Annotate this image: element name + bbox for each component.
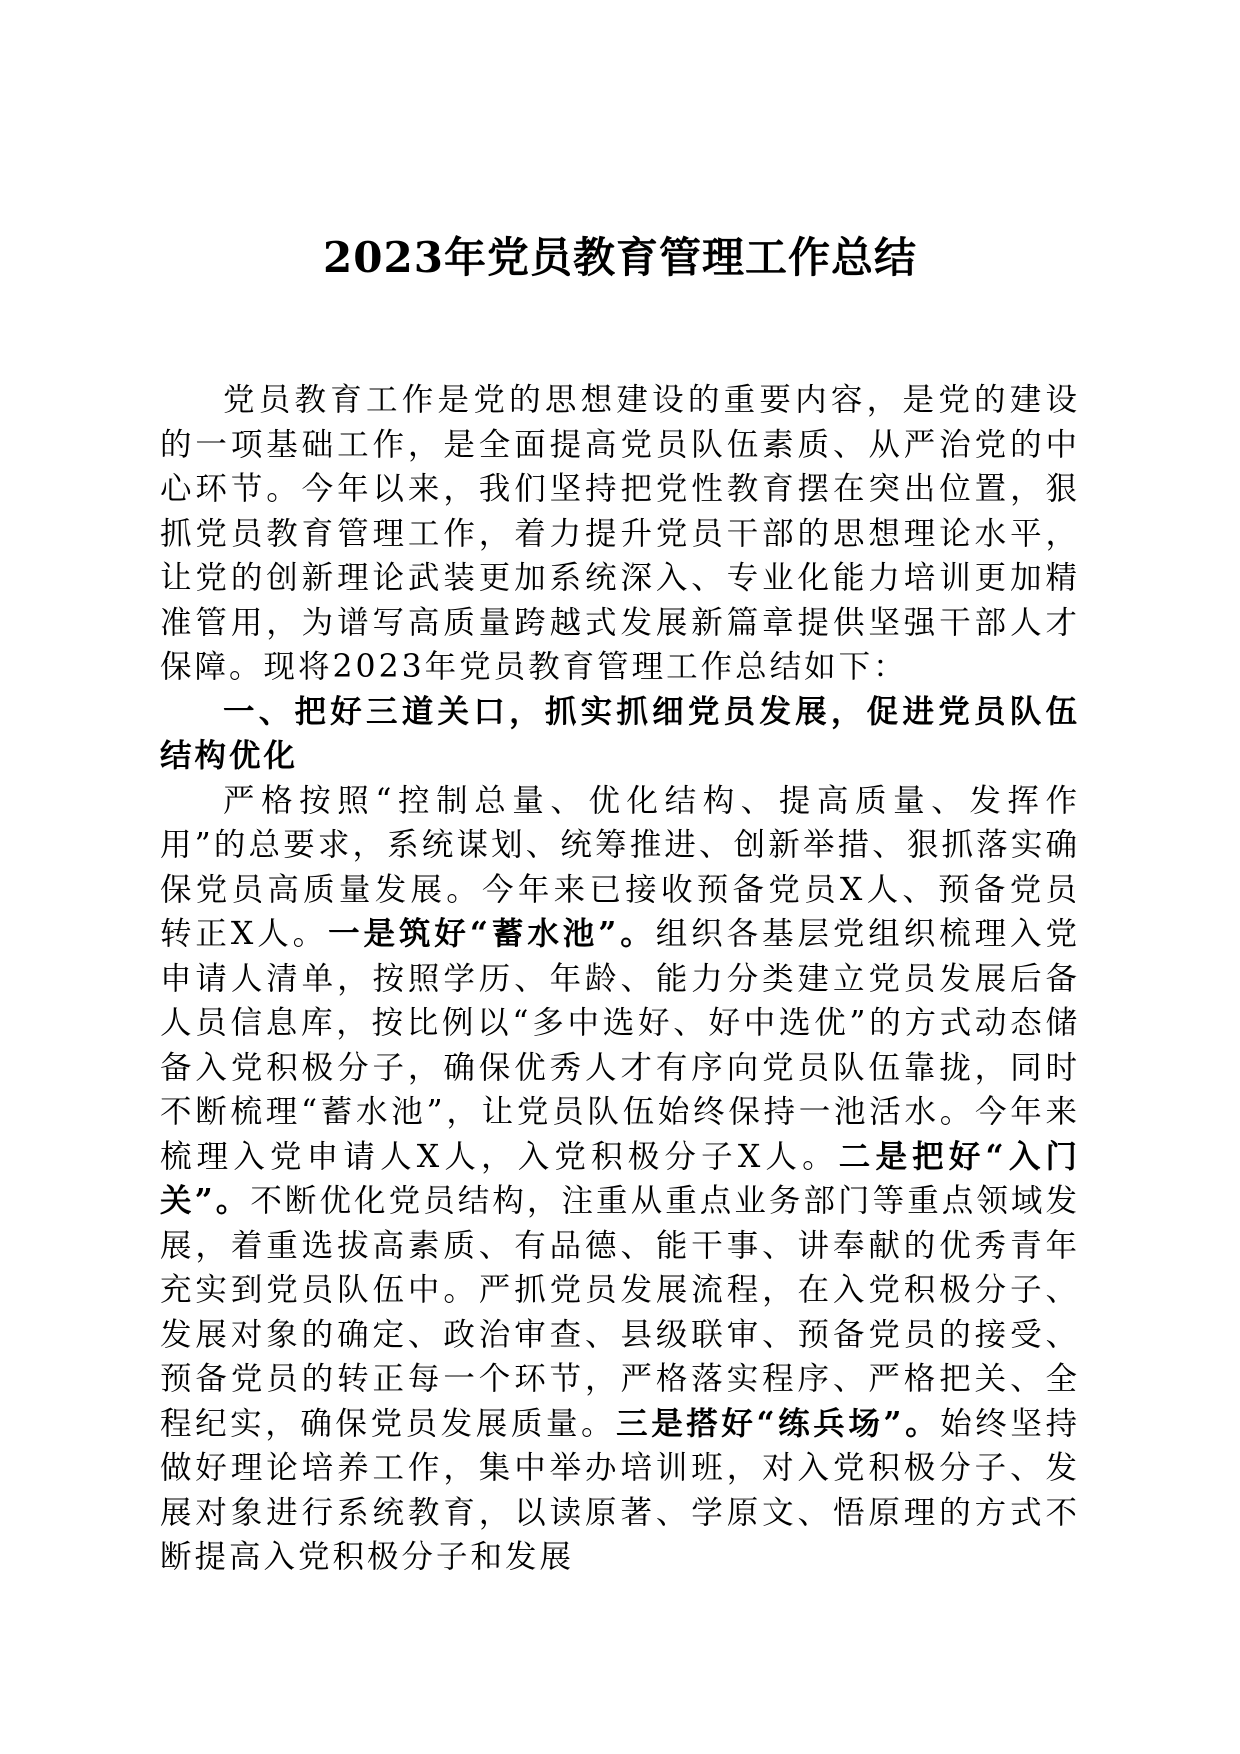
point-1-text: 组织各基层党组织梳理入党申请人清单，按照学历、年龄、能力分类建立党员发展后备人员信息库，按比例以“多中选好、好中选优”的方式动态储备入党积极分子，确保优秀人才有序向党员队伍靠拢，同时不断梳理“蓄水池”，让党员队伍始终保持一池活水。今年来梳理入党申请人X人，入党积极分子X人。 [160,916,1080,1175]
intro-paragraph: 党员教育工作是党的思想建设的重要内容，是党的建设的一项基础工作，是全面提高党员队伍素质、从严治党的中心环节。今年以来，我们坚持把党性教育摆在突出位置，狠抓党员教育管理工作，着力提升党员干部的思想理论水平，让党的创新理论武装更加系统深入、专业化能力培训更加精准管用，为谱写高质量跨越式发展新篇章提供坚强干部人才保障。现将2023年党员教育管理工作总结如下： [160,382,1080,685]
point-2-text: 不断优化党员结构，注重从重点业务部门等重点领域发展，着重选拔高素质、有品德、能干事、讲奉献的优秀青年充实到党员队伍中。严抓党员发展流程，在入党积极分子、发展对象的确定、政治审查、县级联审、预备党员的接受、预备党员的转正每一个环节，严格落实程序、严格把关、全程纪实，确保党员发展质量。 [160,1183,1080,1442]
document-title: 2023年党员教育管理工作总结 [323,233,917,282]
section-1-opening-text: 严格按照“控制总量、优化结构、提高质量、发挥作用”的总要求，系统谋划、统筹推进、创新举措、狠抓落实确保党员高质量发展。今年来已接收预备党员X人、预备党员转正X人。 [160,782,1080,952]
point-1-lead: 一是筑好“蓄水池”。 [328,915,656,952]
section-1-heading: 一、把好三道关口，抓实抓细党员发展，促进党员队伍结构优化 [160,692,1080,774]
point-3-lead: 三是搭好“练兵场”。 [616,1404,941,1442]
section-1-paragraph [160,779,1080,1580]
point-3-text: 始终坚持做好理论培养工作，集中举办培训班，对入党积极分子、发展对象进行系统教育，以读原著、学原文、悟原理的方式不断提高入党积极分子和发展 [160,1405,1080,1575]
point-2-lead: 二是把好“入门关”。 [160,1137,1081,1219]
document-body [160,378,1080,1580]
